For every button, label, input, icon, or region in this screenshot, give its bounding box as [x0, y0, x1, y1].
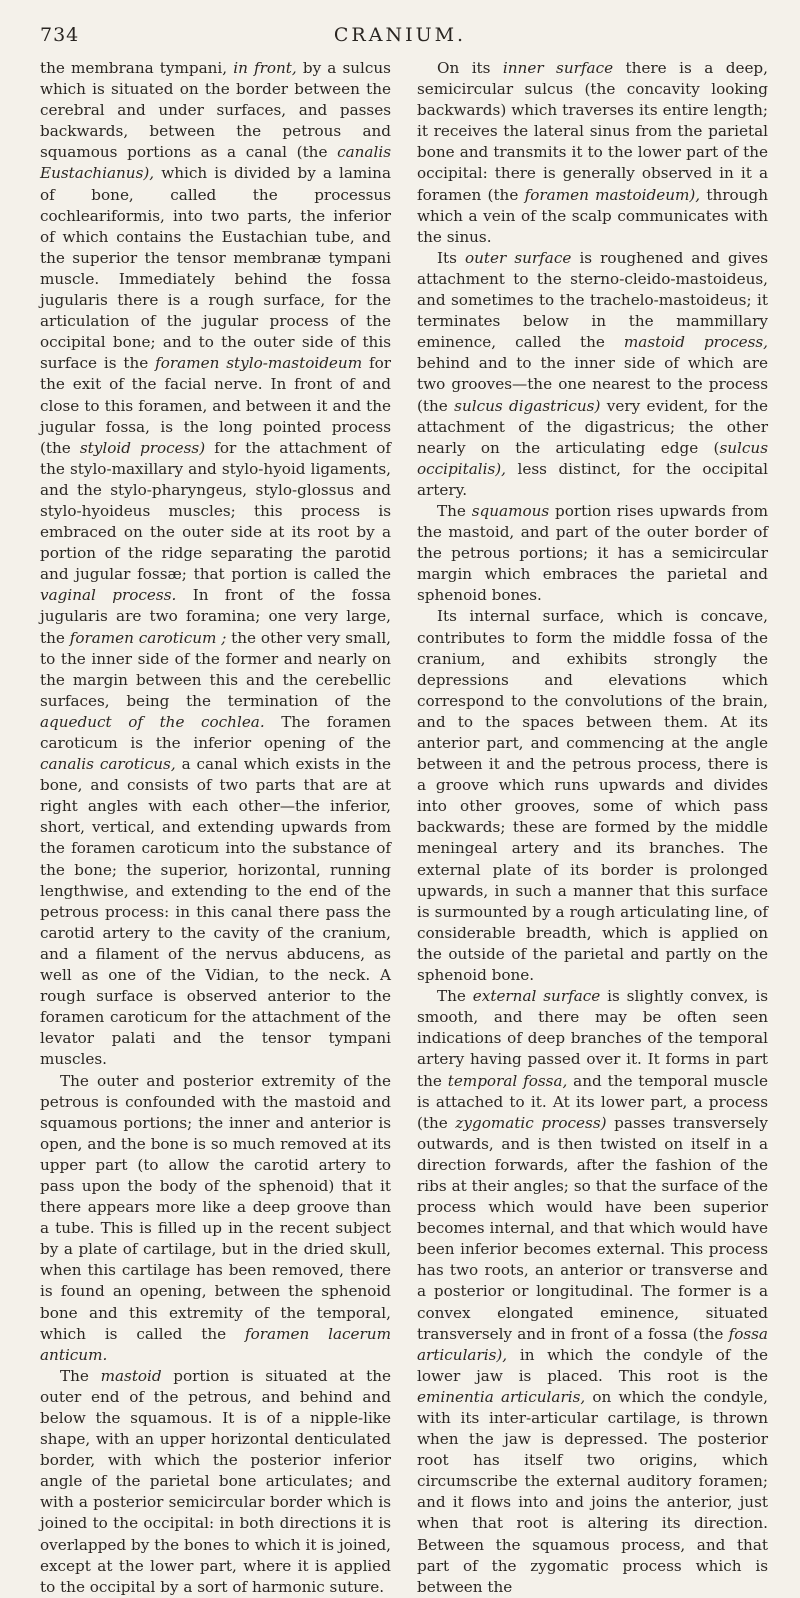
italic-term: foramen caroticum ;: [69, 628, 227, 647]
italic-term: inner surface: [502, 59, 614, 77]
italic-term: canalis Eustachianus),: [40, 143, 391, 183]
text-run: a canal which exists in the bone, and consists of two parts that are at right angles with each other—the inferior, short, vertical, and extending upwards from the foramen caroticum into the substance of the bone; the superior, horizontal, running lengthwise, and extending to the end of the petrous process: in this canal there pass the carotid artery to the cavity of the cranium, and a filament of the nervus abducens, as well as one of the Vidian, to the neck. A rough surface is observed anterior to the foramen caroticum for the attachment of the levator palati and the tensor tympani muscles.: [40, 755, 391, 1069]
italic-term: in front,: [233, 59, 297, 77]
text-run: there is a deep, semicircular sulcus (the concavity looking backwards) which traverses its entire length; it receives the lateral sinus from the parietal bone and transmits it to the lower part of the occipital: there is generally observed in it a foramen (the: [417, 59, 768, 204]
italic-term: styloid process): [79, 438, 206, 457]
text-run: In front of the fossa jugularis are two foramina; one very large, the: [40, 586, 391, 647]
text-run: The: [437, 501, 472, 520]
page-number: 734: [40, 24, 80, 46]
italic-term: aqueduct of the cochlea.: [40, 712, 265, 731]
text-run: Its: [437, 248, 465, 267]
text-run: portion rises upwards from the mastoid, and part of the outer border of the petrous portions; it has a semicircular margin which embraces the parietal and sphenoid bones.: [417, 501, 768, 605]
text-run: and the temporal muscle is attached to it. At its lower part, a process (the: [417, 1071, 768, 1132]
italic-term: foramen mastoideum),: [524, 185, 701, 204]
text-run: the membrana tympani,: [40, 59, 234, 77]
italic-term: external surface: [472, 987, 601, 1006]
right-column: [417, 58, 768, 1598]
text-run: portion is situated at the outer end of the petrous, and behind and below the squamous. It is of a nipple-like shape, with an upper horizontal denticulated border, with which the posterior inferior angle of the parietal bone articulates; and with a posterior semicircular border which is joined to the occipital: in both directions it is overlapped by the bones to which it is joined, except at the lower part, where it is applied to the occipital by a sort of harmonic suture.: [40, 1366, 391, 1596]
text-run: very evident, for the attachment of the digastricus; the other nearly on the articulating edge (: [417, 396, 768, 457]
text-run: The outer and posterior extremity of the petrous is confounded with the mastoid and squamous portions; the inner and anterior is open, and the bone is so much removed at its upper part (to allow the carotid artery to pass upon the body of the sphenoid) that it there appears more like a deep groove than a tube. This is filled up in the recent subject by a plate of cartilage, but in the dried skull, when this cartilage has been removed, there is found an opening, between the sphenoid bone and this extremity of the temporal, which is called the: [40, 1071, 391, 1343]
italic-term: eminentia articularis,: [417, 1387, 586, 1406]
italic-term: squamous: [471, 501, 550, 520]
italic-term: sulcus occipitalis),: [417, 438, 768, 478]
left-column: [40, 58, 391, 1598]
text-run: the other very small, to the inner side of the former and nearly on the margin between this and the cerebellic surfaces, being the termination of the: [40, 628, 392, 710]
italic-term: foramen stylo-mastoideum: [155, 354, 363, 373]
text-run: through which a vein of the scalp communicates with the sinus.: [417, 185, 768, 246]
text-run: The foramen caroticum is the inferior opening of the: [40, 712, 391, 752]
paragraph: [417, 58, 768, 248]
italic-term: fossa articularis),: [417, 1324, 768, 1364]
text-run: behind and to the inner side of which are two grooves—the one nearest to the process (the: [417, 354, 768, 415]
italic-term: zygomatic process): [455, 1113, 607, 1132]
paragraph: [40, 1366, 391, 1598]
text-run: for the exit of the facial nerve. In front of and close to this foramen, and between it and the jugular fossa, is the long pointed process (the: [40, 354, 391, 457]
text-run: is slightly convex, is smooth, and there may be often seen indications of deep branches of the temporal artery having passed over it. It forms in part the: [417, 987, 769, 1090]
italic-term: mastoid: [100, 1366, 162, 1385]
text-run: The: [60, 1366, 101, 1385]
text-run: Its internal surface, which is concave, contributes to form the middle fossa of the cranium, and exhibits strongly the depressions and elevations which correspond to the convolutions of the brain, and to the spaces between them. At its anterior part, and commencing at the angle between it and the petrous process, there is a groove which runs upwards and divides into other grooves, some of which pass backwards; these are formed by the middle meningeal artery and its branches. The external plate of its border is prolonged upwards, in such a manner that this surface is surmounted by a rough articulating line, of considerable breadth, which is applied on the outside of the parietal and partly on the sphenoid bone.: [417, 607, 768, 985]
text-run: is roughened and gives attachment to the sterno-cleido-mastoideus, and sometimes to the trachelo-mastoideus; it terminates below in the mammillary eminence, called the: [417, 248, 768, 352]
text-run: passes transversely outwards, and is then twisted on itself in a direction forwards, after the fashion of the ribs at their angles; so that the surface of the process which would have been superior becomes internal, and that which would have been inferior becomes external. This process has two roots, an anterior or transverse and a posterior or longitudinal. The former is a convex elongated eminence, situated transversely and in front of a fossa (the: [417, 1113, 768, 1343]
paragraph: [40, 1071, 391, 1366]
text-run: in which the condyle of the lower jaw is placed. This root is the: [417, 1345, 768, 1385]
paragraph: [40, 58, 391, 1071]
text-run: The: [437, 987, 473, 1006]
paragraph: [417, 248, 768, 501]
paragraph: [417, 606, 768, 986]
italic-term: vaginal process.: [40, 586, 177, 605]
italic-term: mastoid process,: [623, 333, 768, 352]
text-run: which is divided by a lamina of bone, called the processus cochleariformis, into two parts, the inferior of which contains the Eustachian tube, and the superior the tensor membranæ tympani muscle. Immediately behind the fossa jugularis there is a rough surface, for the articulation of the jugular process of the occipital bone; and to the outer side of this surface is the: [40, 164, 391, 373]
running-head: CRANIUM.: [333, 24, 467, 46]
italic-term: sulcus digastricus): [454, 396, 601, 415]
italic-term: temporal fossa,: [447, 1071, 568, 1090]
italic-term: outer surface: [464, 248, 572, 267]
page-header: [40, 24, 760, 54]
italic-term: foramen lacerum anticum.: [40, 1324, 391, 1364]
text-columns: [40, 58, 768, 1598]
text-run: for the attachment of the stylo-maxillary and stylo-hyoid ligaments, and the stylo-pharyngeus, stylo-glossus and stylo-hyoideus muscles; this process is embraced on the outer side at its root by a portion of the ridge separating the parotid and jugular fossæ; that portion is called the: [40, 438, 391, 584]
paragraph: [417, 501, 768, 606]
text-run: by a sulcus which is situated on the border between the cerebral and under surfaces, and passes backwards, between the petrous and squamous portions as a canal (the: [40, 59, 391, 162]
text-run: On its: [437, 59, 503, 77]
italic-term: canalis caroticus,: [40, 755, 176, 774]
paragraph: [417, 986, 768, 1598]
text-run: on which the condyle, with its inter-articular cartilage, is thrown when the jaw is depressed. The posterior root has itself two origins, which circumscribe the external auditory foramen; and it flows into and joins the anterior, just when that root is altering its direction. Between the squamous process, and that part of the zygomatic process which is between the: [417, 1387, 768, 1596]
text-run: less distinct, for the occipital artery.: [417, 459, 768, 499]
